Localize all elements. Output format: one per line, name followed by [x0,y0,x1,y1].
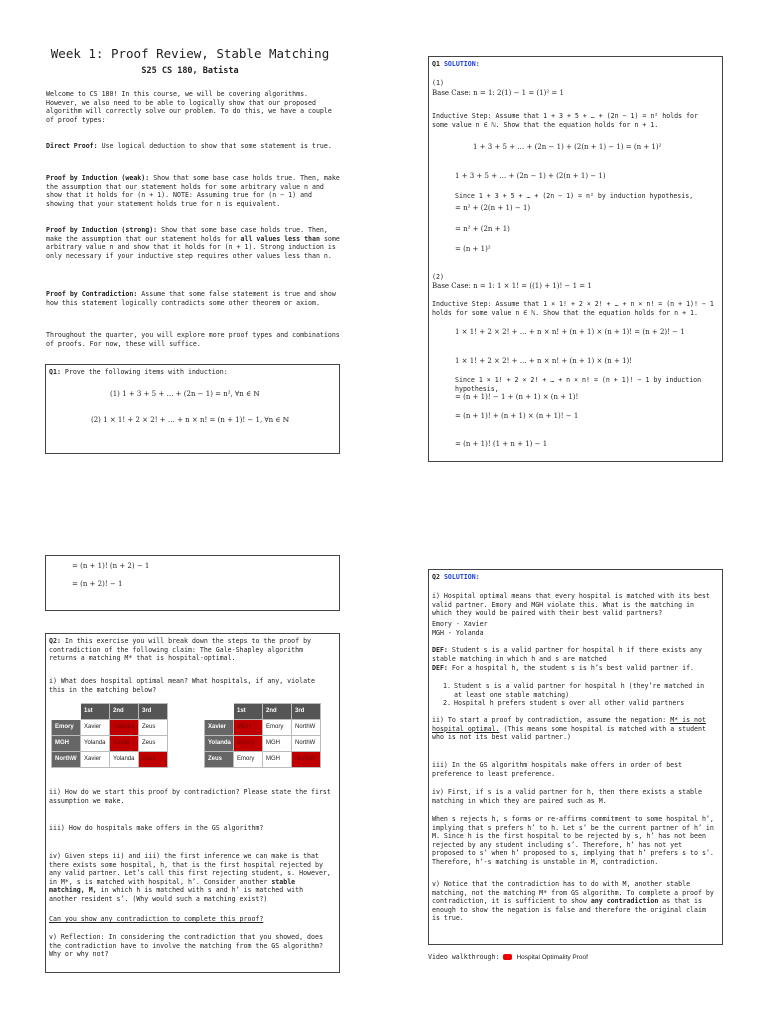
q1-solution-box [428,56,723,462]
q1-box [45,364,340,454]
q2-part-iv [49,852,334,903]
q2-sol-part-ii-underlined: M* is not hospital optimal. [432,716,706,733]
q1-solution-continued-box [45,555,340,611]
strong-induction-bold: all values less than [240,234,320,243]
pref-cell: Xavier [81,720,110,736]
q1-sol-p2-num: (2) [432,273,444,281]
q1-sol-p2-cont-2: = (n + 2)! − 1 [72,580,123,588]
pref-header-2nd: 2nd [110,704,139,720]
pref-cell: MGH [263,752,292,768]
q2-sol-pair-1: Emory - Xavier [432,620,488,628]
q1-sol-p1-goal: 1 + 3 + 5 + … + (2n − 1) + (2(n + 1) − 1) = (n + 1)² [473,143,662,151]
intro-welcome: Welcome to CS 180! In this course, we will be covering algorithms. However, we also need to be able to logically show that our proposed algorithm will correctly solve our problem. To do this, we have a couple of proof types: [46,90,332,124]
pref-cell: Zeus [139,720,168,736]
pref-cell: MGH [263,736,292,752]
video-link[interactable]: Hospital Optimality Proof [516,954,588,961]
pref-cell-matched: Yolanda [110,720,139,736]
q1-solution-header [432,60,480,69]
q2-intro [49,637,334,663]
contradiction-paragraph [46,290,340,307]
q2-solution-box [428,569,723,945]
strong-induction-label: Proof by Induction (strong): [46,226,158,234]
student-name: Xavier [205,720,234,736]
strong-induction-text-2: some arbitrary value n and show that it holds for (n + 1). Strong induction is only necessary if your inductive step requires other values less than n. [46,234,340,260]
q2-label: Q2: [49,637,61,645]
q2-sol-list-2: Hospital h prefers student s over all other valid partners [454,699,685,708]
q2-sol-def-list [443,682,715,708]
direct-proof-paragraph [46,142,340,151]
q2-sol-def-1-label: DEF: [432,646,448,654]
pref-header-3rd: 3rd [139,704,168,720]
hospital-name: Emory [52,720,81,736]
q1-sol-p2-step: Inductive Step: Assume that 1 × 1! + 2 × 2! + … + n × n! = (n + 1)! − 1 holds for some value n ∈ ℕ. Show that the equation holds for n + 1. [432,300,714,317]
q2-sol-part-ii-text-2: (This means some hospital is matched with a student who is not its best valid partner.) [432,724,706,742]
q1-sol-p1-step: Inductive Step: Assume that 1 + 3 + 5 + … + (2n − 1) = n² holds for some value n ∈ ℕ. Show that the equation holds for n + 1. [432,112,698,129]
pref-cell: Xavier [81,752,110,768]
q2-sol-part-v [432,880,717,923]
q2-part-iv-question: Can you show any contradiction to complete this proof? [49,915,264,923]
q2-part-iv-bold: stable matching, M, [49,877,296,895]
q2-sol-def-2-text: For a hospital h, the student s is h’s best valid partner if. [451,664,695,672]
list-item: 1. Student s is a valid partner for hospital h (they’re matched in at least one stable matching) [443,682,715,699]
page-title: Week 1: Proof Review, Stable Matching [50,46,330,61]
q1-sol-p2-cont-1: = (n + 1)! (n + 2) − 1 [72,562,150,570]
q1-sol-p2-l1: = (n + 1)! − 1 + (n + 1) × (n + 1)! [455,393,579,401]
q1-sol-p1-num: (1) [432,79,444,87]
q1-prompt-text: Prove the following items with induction: [64,368,228,376]
q1-sol-p1-l2: = n² + (2n + 1) [455,225,510,233]
q1-item-2: (2) 1 × 1! + 2 × 2! + … + n × n! = (n + 1)! − 1, ∀n ∈ ℕ [91,416,290,424]
q2-part-v: v) Reflection: In considering the contradiction that you showed, does the contradiction have to involve the matching from the GS algorithm? Why or why not? [49,933,323,959]
q2-sol-list-1: Student s is a valid partner for hospital h (they’re matched in at least one stable matching) [454,682,705,699]
q2-sol-def-2 [432,664,717,673]
q1-sol-p1-base: Base Case: n = 1: 2(1) − 1 = (1)² = 1 [432,89,564,97]
q2-part-iv-text-1: iv) Given steps ii) and iii) the first inference we can make is that there exists some hospital, h, that is the first hospital rejected by any valid partner. Let’s call this first rejecting student, s. However, in M*, s is matched with hospital, h’. Consider another [49,852,331,886]
q2-sol-pair-2: MGH - Yolanda [432,629,484,637]
q1-solution-word: SOLUTION: [443,60,480,68]
hospital-name: MGH [52,736,81,752]
youtube-icon [503,954,512,960]
student-name: Zeus [205,752,234,768]
pref-cell: Yolanda [81,736,110,752]
q1-sol-p2-goal: 1 × 1! + 2 × 2! + … + n × n! + (n + 1) × (n + 1)! = (n + 2)! − 1 [455,328,685,336]
q1-sol-p1-l3: = (n + 1)² [455,245,491,253]
student-preference-table [204,703,321,768]
q2-part-i: i) What does hospital optimal mean? What hospitals, if any, violate this in the matching below? [49,677,315,694]
hospital-preference-table [51,703,168,768]
q1-sol-p2-since: Since 1 × 1! + 2 × 2! + … + n × n! = (n + 1)! − 1 by induction hypothesis, [455,376,702,393]
intro-closing: Throughout the quarter, you will explore more proof types and combinations of proofs. For now, these will suffice. [46,331,340,348]
q2-solution-label: Q2 [432,573,440,581]
q2-sol-part-iii: iii) In the GS algorithm hospitals make offers in order of best preference to least preference. [432,761,683,778]
q2-solution-header [432,573,480,582]
weak-induction-paragraph [46,174,340,208]
q1-sol-p2-base: Base Case: n = 1: 1 × 1! = ((1) + 1)! − 1 = 1 [432,282,592,290]
student-name: Yolanda [205,736,234,752]
q2-solution-word: SOLUTION: [443,573,480,581]
pref-cell: Zeus [139,736,168,752]
q1-solution-label: Q1 [432,60,440,68]
pref-cell: NorthW [292,720,321,736]
contradiction-text: Assume that some false statement is true and show how this statement logically contradicts some other theorem or axiom. [46,290,336,307]
pref-header-3rd: 3rd [292,704,321,720]
q1-sol-p2-lhs: 1 × 1! + 2 × 2! + … + n × n! + (n + 1) × (n + 1)! [455,357,633,365]
q2-sol-def-2-label: DEF: [432,664,448,672]
weak-induction-text: Show that some base case holds true. Then, make the assumption that our statement holds for some arbitrary value n and show that it holds for (n + 1). NOTE: Assuming true for (n − 1) and showing that your statement holds true for n is equivalent. [46,174,340,208]
pref-header-1st: 1st [234,704,263,720]
pref-cell: NorthW [292,736,321,752]
list-item: 2. Hospital h prefers student s over all other valid partners [443,699,715,708]
q2-sol-part-i: i) Hospital optimal means that every hospital is matched with its best valid partner. Emory and MGH violate this. What is the matching in which they would be paired with their best valid partners? [432,592,710,618]
direct-proof-text: Use logical deduction to show that some statement is true. [101,142,332,150]
q2-sol-part-v-text-1: v) Notice that the contradiction has to do with M, another stable matching, not the matching M* from GS algorithm. To complete a proof by contradiction, it is sufficient to show [432,880,714,906]
q1-sol-p2-l2: = (n + 1)! + (n + 1) × (n + 1)! − 1 [455,412,579,420]
q1-sol-p1-l1: = n² + (2(n + 1) − 1) [455,204,531,212]
page-subtitle: S25 CS 180, Batista [141,66,239,76]
pref-cell-matched: Zeus [139,752,168,768]
q2-sol-def-1-text: Student s is a valid partner for hospital h if there exists any stable matching in which h and s are matched [432,646,702,663]
video-walkthrough-label: Video walkthrough: [428,953,500,961]
pref-cell-matched: Emory [234,736,263,752]
pref-cell-matched: NorthW [292,752,321,768]
q1-sol-p1-since: Since 1 + 3 + 5 + … + (2n − 1) = n² by induction hypothesis, [455,192,694,200]
strong-induction-paragraph [46,226,340,260]
pref-cell: Emory [263,720,292,736]
q1-prompt [49,368,228,377]
q1-label: Q1: [49,368,61,376]
q2-sol-part-v-text-2: as that is enough to show the negation is false and therefore the original claim is true. [432,897,706,923]
q2-part-ii: ii) How do we start this proof by contradiction? Please state the first assumption we make. [49,788,331,805]
pref-cell: Yolanda [110,752,139,768]
pref-header-2nd: 2nd [263,704,292,720]
direct-proof-label: Direct Proof: [46,142,98,150]
pref-header-1st: 1st [81,704,110,720]
q1-sol-p2-l3: = (n + 1)! (1 + n + 1) − 1 [455,440,548,448]
q2-box [45,633,340,973]
contradiction-label: Proof by Contradiction: [46,290,138,298]
q2-sol-def-1 [432,646,717,663]
q2-sol-part-ii-text-1: ii) To start a proof by contradiction, assume the negation: [432,716,667,724]
video-walkthrough [428,953,588,962]
q2-part-iii: iii) How do hospitals make offers in the GS algorithm? [49,824,264,832]
hospital-name: NorthW [52,752,81,768]
q1-item-1: (1) 1 + 3 + 5 + … + (2n − 1) = n², ∀n ∈ ℕ [110,390,260,398]
pref-cell: Emory [234,752,263,768]
q1-sol-p1-lhs: 1 + 3 + 5 + … + (2n − 1) + (2(n + 1) − 1) [455,172,606,180]
q2-sol-part-iv-detail: When s rejects h, s forms or re-affirms commitment to some hospital h’, implying that s prefers h’ to h. Let s’ be the current partner of h’ in M. Since h is the first hospital to be rejected by s, h’ has not been rejected by any student including s’. Therefore, h’ has not yet proposed to s’ when h’ proposed to s, implying that h’ prefers s to s’. Therefore, h’-s matching is unstable in M, contradiction. [432,815,714,866]
q2-sol-part-v-bold: any contradiction [590,897,659,906]
q2-part-iv-text-2: in which h is matched with s and h’ is matched with another resident s’. (Why would such a matching exist?) [49,886,304,903]
q2-intro-text: In this exercise you will break down the steps to the proof by contradiction of the following claim: The Gale-Shapley algorithm returns a matching M* that is hospital-optimal. [49,637,312,663]
q2-sol-part-iv: iv) First, if s is a valid partner for h, then there exists a stable matching in which they are paired such as M. [432,788,702,805]
weak-induction-label: Proof by Induction (weak): [46,174,150,182]
pref-cell-matched: Xavier [110,736,139,752]
q2-sol-part-ii [432,716,717,742]
pref-cell-matched: MGH [234,720,263,736]
strong-induction-text-1: Show that some base case holds true. Then, make the assumption that our statement holds for [46,226,328,243]
